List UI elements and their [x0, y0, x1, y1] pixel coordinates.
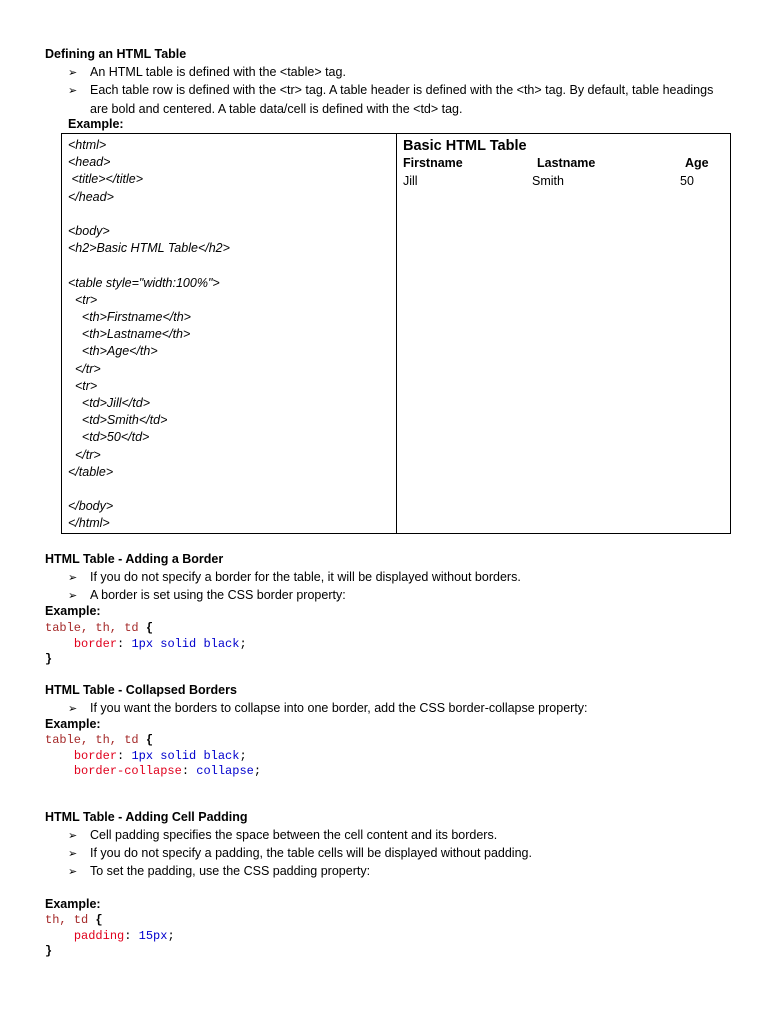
source-line: <th>Age</th> — [68, 344, 158, 359]
rendered-title: Basic HTML Table — [403, 138, 527, 154]
source-line: <th>Firstname</th> — [68, 310, 191, 325]
section-title-adding-border: HTML Table - Adding a Border — [45, 552, 224, 566]
source-line: </head> — [68, 189, 114, 204]
source-line: <td>50</td> — [68, 430, 150, 445]
bullet-item: ➢ If you do not specify a padding, the table cells will be displayed without padding. — [68, 844, 532, 863]
bullet-item: ➢ Cell padding specifies the space between the cell content and its borders. — [68, 826, 497, 845]
rendered-cell-lastname: Smith — [532, 174, 564, 188]
bullet-item: ➢ If you do not specify a border for the table, it will be displayed without borders. — [68, 568, 521, 587]
source-line — [68, 481, 230, 498]
source-line: <body> — [68, 224, 110, 239]
css-code-block: th, td { padding: 15px; } — [45, 913, 175, 958]
source-line: <title></title> — [68, 172, 144, 187]
arrow-bullet-icon: ➢ — [68, 590, 78, 602]
source-line: <tr> — [68, 378, 98, 393]
source-line: <h2>Basic HTML Table</h2> — [68, 241, 230, 256]
source-line: <html> — [68, 138, 107, 152]
source-line: <td>Jill</td> — [68, 396, 150, 411]
example-label: Example: — [45, 897, 101, 911]
bullet-item: ➢ If you want the borders to collapse into one border, add the CSS border-collapse property: — [68, 699, 588, 718]
source-line: <head> — [68, 155, 111, 170]
bullet-item: ➢ A border is set using the CSS border property: — [68, 586, 346, 605]
section-title-defining-table: Defining an HTML Table — [45, 47, 187, 61]
source-line: </table> — [68, 464, 114, 479]
rendered-header-lastname: Lastname — [537, 156, 596, 170]
arrow-bullet-icon: ➢ — [68, 866, 78, 878]
bullet-item: ➢ To set the padding, use the CSS padding property: — [68, 862, 370, 881]
rendered-header-firstname: Firstname — [403, 156, 463, 170]
section-title-cell-padding: HTML Table - Adding Cell Padding — [45, 810, 248, 824]
example-label: Example: — [68, 117, 124, 131]
css-code-block: table, th, td { border: 1px solid black; } — [45, 621, 247, 666]
css-code-block: table, th, td { border: 1px solid black; border-collapse: collapse; — [45, 733, 262, 778]
bullet-item: ➢ An HTML table is defined with the <table> tag. — [68, 63, 346, 82]
section-title-collapsed-borders: HTML Table - Collapsed Borders — [45, 683, 237, 697]
bullet-item: ➢ Each table row is defined with the <tr> tag. A table header is defined with the <th> tag. By default, table headings are bold and centered. A table data/cell is defined with the <td> tag. — [68, 83, 714, 116]
example-label: Example: — [45, 717, 101, 731]
source-line: </body> — [68, 499, 114, 514]
source-line: </tr> — [68, 447, 101, 462]
rendered-cell-firstname: Jill — [403, 174, 418, 188]
arrow-bullet-icon: ➢ — [68, 85, 78, 97]
html-source-code — [68, 137, 230, 533]
arrow-bullet-icon: ➢ — [68, 572, 78, 584]
rendered-header-age: Age — [685, 156, 709, 170]
source-line — [68, 206, 230, 223]
source-line: </tr> — [68, 361, 101, 376]
column-divider — [396, 134, 397, 533]
example-label: Example: — [45, 604, 101, 618]
source-line: </html> — [68, 516, 110, 531]
example-box — [61, 133, 731, 534]
source-line: <table style="width:100%"> — [68, 275, 220, 290]
arrow-bullet-icon: ➢ — [68, 830, 78, 842]
arrow-bullet-icon: ➢ — [68, 848, 78, 860]
source-line: <tr> — [68, 292, 98, 307]
source-line — [68, 257, 230, 274]
arrow-bullet-icon: ➢ — [68, 67, 78, 79]
arrow-bullet-icon: ➢ — [68, 703, 78, 715]
source-line: <th>Lastname</th> — [68, 327, 191, 342]
source-line: <td>Smith</td> — [68, 413, 168, 428]
rendered-cell-age: 50 — [680, 174, 694, 188]
